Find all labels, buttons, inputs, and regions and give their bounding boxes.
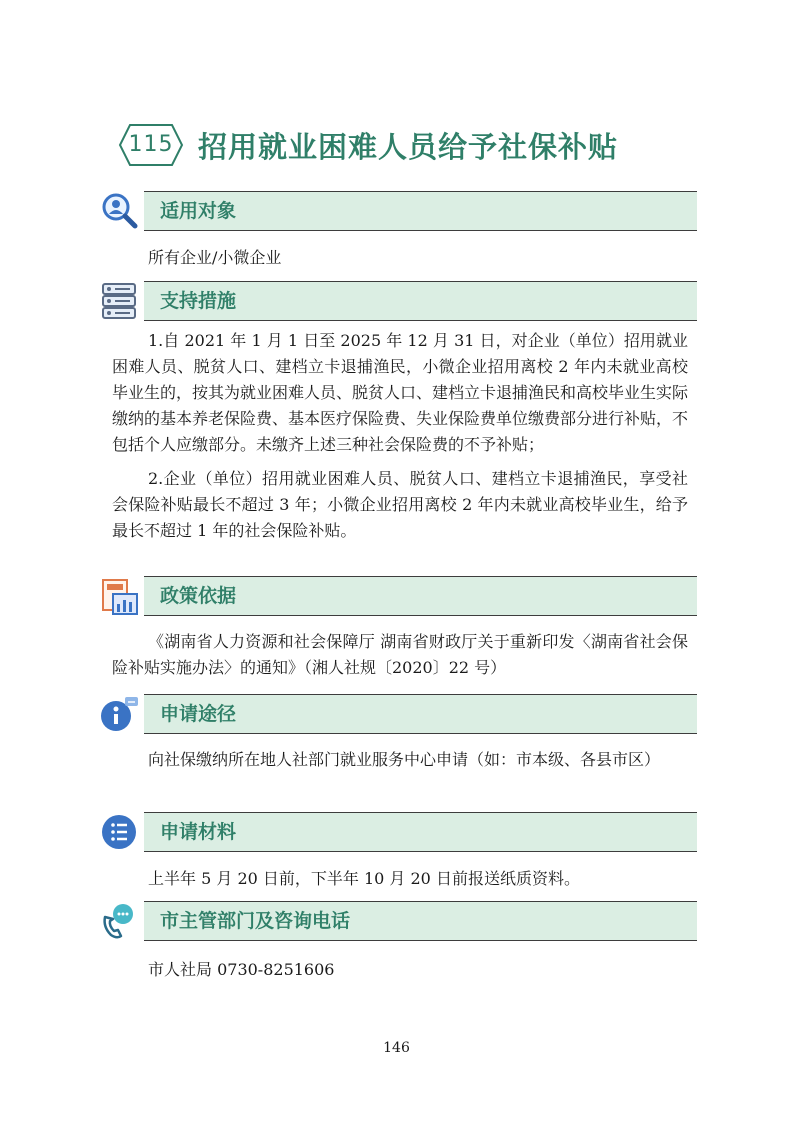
item-number: 115 <box>128 132 174 157</box>
page-title: 招用就业困难人员给予社保补贴 <box>198 129 619 164</box>
section-label: 市主管部门及咨询电话 <box>160 910 351 932</box>
item-number-badge <box>118 123 184 167</box>
section-header-channel <box>97 692 697 736</box>
paragraph: 2.企业（单位）招用就业困难人员、脱贫人口、建档立卡退捕渔民，享受社会保险补贴最长不超过 3 年；小微企业招用离校 2 年内未就业高校毕业生，给予最长不超过 1 年的社会保险补贴。 <box>112 469 688 540</box>
section-body-materials <box>112 866 688 892</box>
phone-chat-icon <box>97 899 141 943</box>
section-label: 申请途径 <box>160 703 237 725</box>
section-body-policy <box>112 629 688 681</box>
info-chat-icon <box>97 692 141 736</box>
magnifier-person-icon <box>97 189 141 233</box>
section-header-contact <box>97 899 697 943</box>
paragraph: 向社保缴纳所在地人社部门就业服务中心申请（如：市本级、各县市区） <box>148 750 661 769</box>
paragraph: 上半年 5 月 20 日前，下半年 10 月 20 日前报送纸质资料。 <box>148 869 580 888</box>
paragraph: 1.自 2021 年 1 月 1 日至 2025 年 12 月 31 日，对企业（单位）招用就业困难人员、脱贫人口、建档立卡退捕渔民，小微企业招用离校 2 年内未就业高校毕业生的，按其为就业困难人员、脱贫人口、建档立卡退捕渔民和高校毕业生实际缴纳的基本养老保险费、基本医疗保险费、失业保险费单位缴费部分进行补贴，不包括个人应缴部分。未缴齐上述三种社会保险费的不予补贴； <box>112 331 689 454</box>
section-body-contact <box>112 957 688 983</box>
section-header-policy <box>97 574 697 618</box>
section-header-measures <box>97 279 697 323</box>
document-chart-icon <box>97 574 141 618</box>
paragraph: 《湖南省人力资源和社会保障厅 湖南省财政厅关于重新印发〈湖南省社会保险补贴实施办法〉的通知》（湘人社规〔2020〕22 号） <box>112 632 688 677</box>
paragraph: 所有企业/小微企业 <box>148 248 282 267</box>
section-header-materials <box>97 810 697 854</box>
page-number: 146 <box>383 1040 410 1056</box>
section-label: 支持措施 <box>160 290 237 312</box>
section-label: 政策依据 <box>160 585 237 607</box>
section-body-target <box>112 245 688 271</box>
section-body-measures <box>112 328 688 544</box>
paragraph: 市人社局 0730-8251606 <box>148 960 335 979</box>
section-label: 申请材料 <box>160 821 237 843</box>
server-list-icon <box>97 279 141 323</box>
section-body-channel <box>112 747 688 773</box>
title-block <box>118 120 618 170</box>
list-circle-icon <box>97 810 141 854</box>
section-label: 适用对象 <box>160 200 237 222</box>
section-header-target <box>97 189 697 233</box>
